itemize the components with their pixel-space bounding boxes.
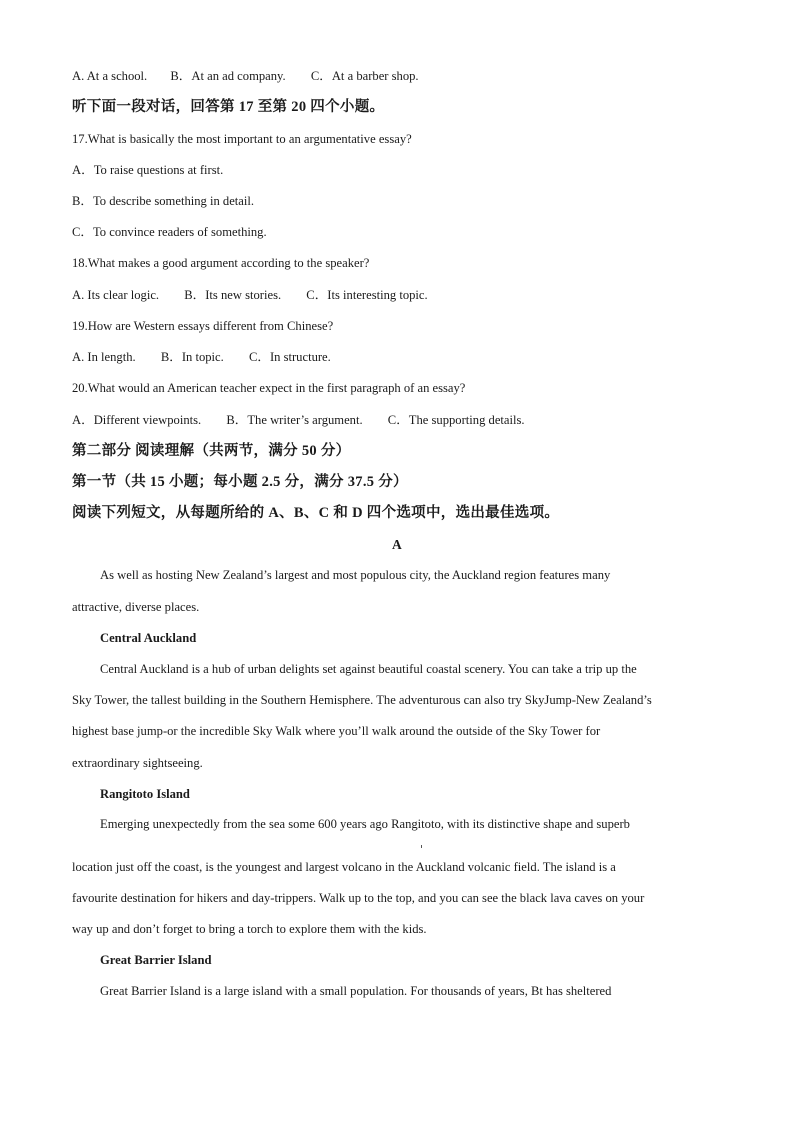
q18-option-b: B．Its new stories. — [184, 288, 282, 302]
q18-question: 18.What makes a good argument according to the speaker? — [72, 256, 370, 270]
rangitoto-line-1: Emerging unexpectedly from the sea some 600 years ago Rangitoto, with its distinctive shape and superb — [100, 817, 630, 831]
q20-options — [72, 412, 722, 428]
central-auckland-heading: Central Auckland — [100, 631, 197, 645]
q20-option-c: C．The supporting details. — [387, 413, 525, 427]
rangitoto-line-4: way up and don’t forget to bring a torch to explore them with the kids. — [72, 922, 427, 936]
rangitoto-line-2: location just off the coast, is the youngest and largest volcano in the Auckland volcanic field. The island is a — [72, 860, 616, 874]
q19-question: 19.How are Western essays different from Chinese? — [72, 319, 334, 333]
q17-question: 17.What is basically the most important to an argumentative essay? — [72, 132, 412, 146]
q19-option-a: A. In length. — [72, 350, 136, 364]
barrier-line-1: Great Barrier Island is a large island with a small population. For thousands of years, Bt has sheltered — [100, 984, 612, 998]
q20-option-a: A．Different viewpoints. — [72, 413, 202, 427]
section1-title: 第一节（共 15 小题；每小题 2.5 分，满分 37.5 分） — [72, 474, 408, 490]
reading-instructions: 阅读下列短文，从每题所给的 A、B、C 和 D 四个选项中，选出最佳选项。 — [72, 505, 560, 521]
central-line-3: highest base jump-or the incredible Sky Walk where you’ll walk around the outside of the Sky Tower for — [72, 724, 601, 738]
central-line-2: Sky Tower, the tallest building in the Southern Hemisphere. The adventurous can also try SkyJump-New Zealand’s — [72, 693, 652, 707]
q18-option-a: A. Its clear logic. — [72, 288, 160, 302]
stray-mark — [421, 845, 422, 848]
q20-question: 20.What would an American teacher expect in the first paragraph of an essay? — [72, 381, 466, 395]
part2-title: 第二部分 阅读理解（共两节，满分 50 分） — [72, 443, 351, 459]
q16-option-c: C．At a barber shop. — [310, 69, 419, 83]
q19-options — [72, 349, 722, 365]
rangitoto-line-3: favourite destination for hikers and day-trippers. Walk up to the top, and you can see the black lava caves on your — [72, 891, 645, 905]
great-barrier-heading: Great Barrier Island — [100, 953, 212, 967]
q17-option-c: C．To convince readers of something. — [72, 225, 267, 239]
q18-option-c: C．Its interesting topic. — [306, 288, 428, 302]
central-line-4: extraordinary sightseeing. — [72, 756, 203, 770]
central-line-1: Central Auckland is a hub of urban delights set against beautiful coastal scenery. You can take a trip up the — [100, 662, 637, 676]
q16-options — [72, 68, 722, 84]
q19-option-b: B．In topic. — [160, 350, 224, 364]
rangitoto-heading: Rangitoto Island — [100, 787, 190, 801]
q16-option-b: B．At an ad company. — [170, 69, 286, 83]
q18-options — [72, 287, 722, 303]
section-17-20-heading: 听下面一段对话，回答第 17 至第 20 四个小题。 — [72, 99, 385, 115]
q16-option-a: A. At a school. — [72, 69, 148, 83]
q19-option-c: C．In structure. — [248, 350, 331, 364]
q17-option-a: A．To raise questions at first. — [72, 163, 224, 177]
intro-line-2: attractive, diverse places. — [72, 600, 200, 614]
passage-letter: A — [391, 537, 403, 552]
q17-option-b: B．To describe something in detail. — [72, 194, 255, 208]
intro-line-1: As well as hosting New Zealand’s largest and most populous city, the Auckland region features many — [100, 568, 611, 582]
q20-option-b: B．The writer’s argument. — [226, 413, 363, 427]
